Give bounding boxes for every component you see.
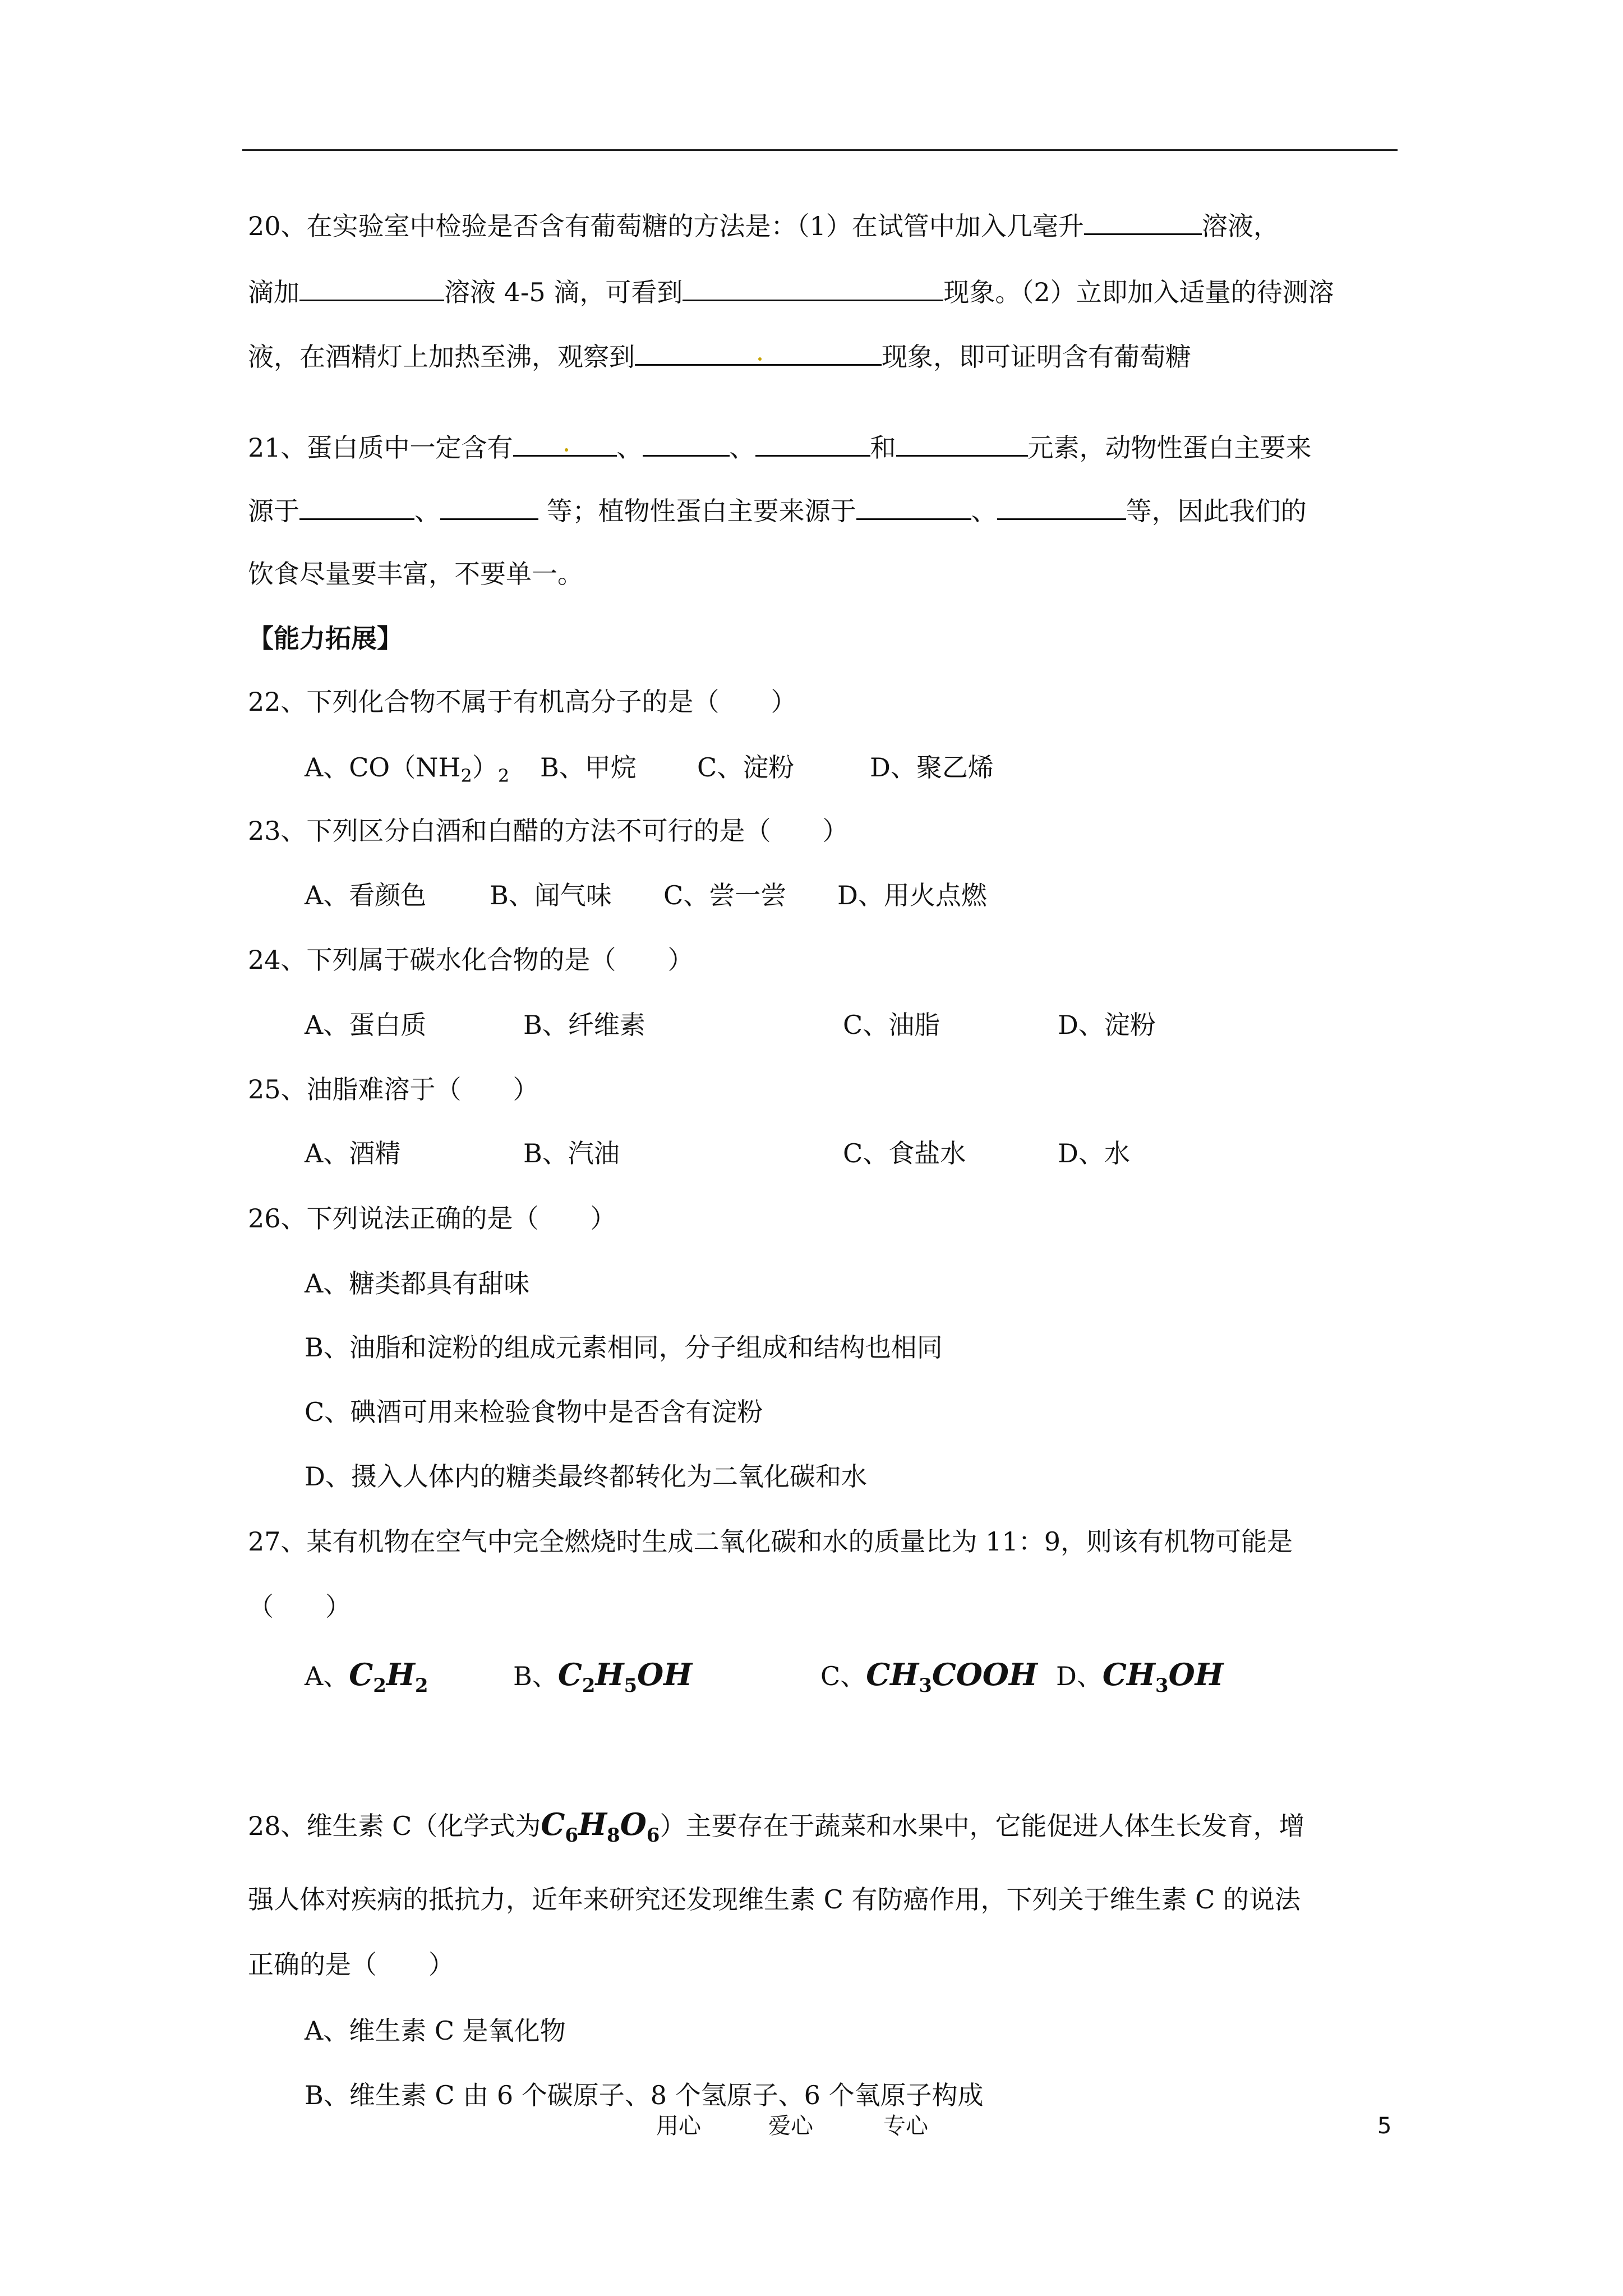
footer-motto-3: 专心 [883, 2113, 928, 2139]
q22-stem: 22、下列化合物不属于有机高分子的是（ ） [248, 687, 797, 717]
q24-option-d[interactable]: D、淀粉 [1058, 1010, 1156, 1040]
q20-line-3 [248, 339, 1191, 374]
q28-text: ）主要存在于蔬菜和水果中，它能促进人体生长发育，增 [660, 1811, 1305, 1841]
q22-option-b[interactable]: B、甲烷 [540, 752, 637, 783]
footer-motto-1: 用心 [656, 2113, 701, 2139]
q28-line-2: 强人体对疾病的抵抗力，近年来研究还发现维生素 C 有防癌作用，下列关于维生素 C 的说法 [248, 1884, 1301, 1915]
q20-line-1 [248, 209, 1279, 243]
q21-blank-6[interactable] [440, 494, 538, 520]
q23-option-c[interactable]: C、尝一尝 [663, 880, 787, 910]
q20-blank-3[interactable] [683, 275, 943, 301]
q25-stem: 25、油脂难溶于（ ） [248, 1074, 539, 1105]
q26-option-a[interactable]: A、糖类都具有甜味 [305, 1268, 530, 1299]
q21-blank-8[interactable] [997, 494, 1126, 520]
q24-option-c[interactable]: C、油脂 [843, 1010, 940, 1040]
q21-line-2 [248, 494, 1307, 528]
q21-line-1 [248, 430, 1312, 464]
q20-text: 液，在酒精灯上加热至沸，观察到 [248, 342, 635, 372]
q24-options [305, 1008, 1202, 1042]
q26-option-c[interactable]: C、碘酒可用来检验食物中是否含有淀粉 [305, 1397, 763, 1427]
q22-option-a[interactable]: A、$CO(NH_2)_2$ [305, 752, 510, 787]
q23-stem: 23、下列区分白酒和白醋的方法不可行的是（ ） [248, 816, 849, 846]
q25-option-d[interactable]: D、水 [1058, 1138, 1130, 1168]
q28-line-3: 正确的是（ ） [248, 1949, 454, 1980]
q23-option-b[interactable]: B、闻气味 [490, 880, 612, 910]
q21-text: 元素，动物性蛋白主要来 [1027, 432, 1312, 463]
q27-answer-paren: （ ） [248, 1591, 351, 1622]
q21-text: 21、蛋白质中一定含有 [248, 432, 513, 463]
q20-text: 现象。（2）立即加入适量的待测溶 [943, 277, 1334, 307]
q22-option-c[interactable]: C、淀粉 [697, 752, 795, 783]
q21-text: 等，因此我们的 [1126, 496, 1307, 526]
page-number: 5 [1377, 2113, 1392, 2139]
q24-stem: 24、下列属于碳水化合物的是（ ） [248, 945, 694, 975]
q21-blank-2[interactable] [643, 430, 730, 457]
q21-line-3: 饮食尽量要丰富，不要单一。 [248, 559, 583, 589]
q20-text: 溶液 4-5 滴，可看到 [444, 277, 683, 307]
q20-blank-1[interactable] [1084, 209, 1202, 235]
q26-option-d[interactable]: D、摄入人体内的糖类最终都转化为二氧化碳和水 [305, 1461, 867, 1492]
q25-option-a[interactable]: A、酒精 [305, 1138, 401, 1168]
q21-blank-5[interactable] [299, 494, 414, 520]
q21-text: 、 [971, 496, 997, 526]
q25-option-c[interactable]: C、食盐水 [843, 1138, 966, 1168]
q28-option-a[interactable]: A、维生素 C 是氧化物 [305, 2016, 566, 2046]
q22-options [305, 751, 994, 793]
q22-option-d[interactable]: D、聚乙烯 [870, 752, 994, 783]
q28-option-b[interactable]: B、维生素 C 由 6 个碳原子、8 个氢原子、6 个氧原子构成 [305, 2080, 984, 2110]
q23-options [305, 878, 1090, 912]
q20-text: 现象，即可证明含有葡萄糖 [882, 342, 1191, 372]
section-heading: 【能力拓展】 [248, 623, 403, 654]
q21-text: 和 [870, 432, 896, 463]
q24-option-b[interactable]: B、纤维素 [523, 1010, 645, 1040]
q23-option-a[interactable]: A、看颜色 [305, 880, 427, 910]
q25-option-b[interactable]: B、汽油 [523, 1138, 620, 1168]
q27-option-c[interactable]: C、$CH_3COOH$ [820, 1657, 1038, 1697]
q21-text: 、 [616, 432, 643, 463]
q21-blank-4[interactable] [896, 430, 1028, 457]
q26-stem: 26、下列说法正确的是（ ） [248, 1203, 616, 1234]
q21-text: 等；植物性蛋白主要来源于 [538, 496, 856, 526]
q27-option-d[interactable]: D、$CH_3OH$ [1056, 1657, 1224, 1697]
q28-formula: $C_6H_8O_6$ [541, 1806, 660, 1847]
q21-text: 、 [729, 432, 755, 463]
q21-blank-3[interactable] [755, 430, 870, 457]
q27-option-a[interactable]: A、$C_2H_2$ [305, 1657, 428, 1697]
q28-line-1 [248, 1807, 1304, 1852]
header-rule [242, 149, 1398, 151]
q26-option-b[interactable]: B、油脂和淀粉的组成元素相同，分子组成和结构也相同 [305, 1332, 943, 1363]
q25-options [305, 1137, 1202, 1170]
q20-line-2 [248, 275, 1334, 309]
q20-text: 滴加 [248, 277, 299, 307]
footer-motto-2: 爱心 [768, 2113, 813, 2139]
q23-option-d[interactable]: D、用火点燃 [837, 880, 987, 910]
q21-blank-7[interactable] [856, 494, 971, 520]
q24-option-a[interactable]: A、蛋白质 [305, 1010, 427, 1040]
q20-text: 20、在实验室中检验是否含有葡萄糖的方法是：（1）在试管中加入几毫升 [248, 211, 1084, 241]
q21-text: 、 [414, 496, 440, 526]
q20-text: 溶液， [1201, 211, 1279, 241]
q20-blank-2[interactable] [299, 275, 444, 301]
q20-blank-4[interactable] [635, 339, 882, 366]
q27-option-b[interactable]: B、$C_2H_5OH$ [513, 1657, 693, 1697]
q27-options [305, 1658, 1258, 1703]
q21-blank-1[interactable] [513, 430, 617, 457]
q28-text: 28、维生素 C（化学式为 [248, 1811, 541, 1841]
q27-stem: 27、某有机物在空气中完全燃烧时生成二氧化碳和水的质量比为 11：9，则该有机物可能是 [248, 1526, 1293, 1557]
q21-text: 源于 [248, 496, 299, 526]
